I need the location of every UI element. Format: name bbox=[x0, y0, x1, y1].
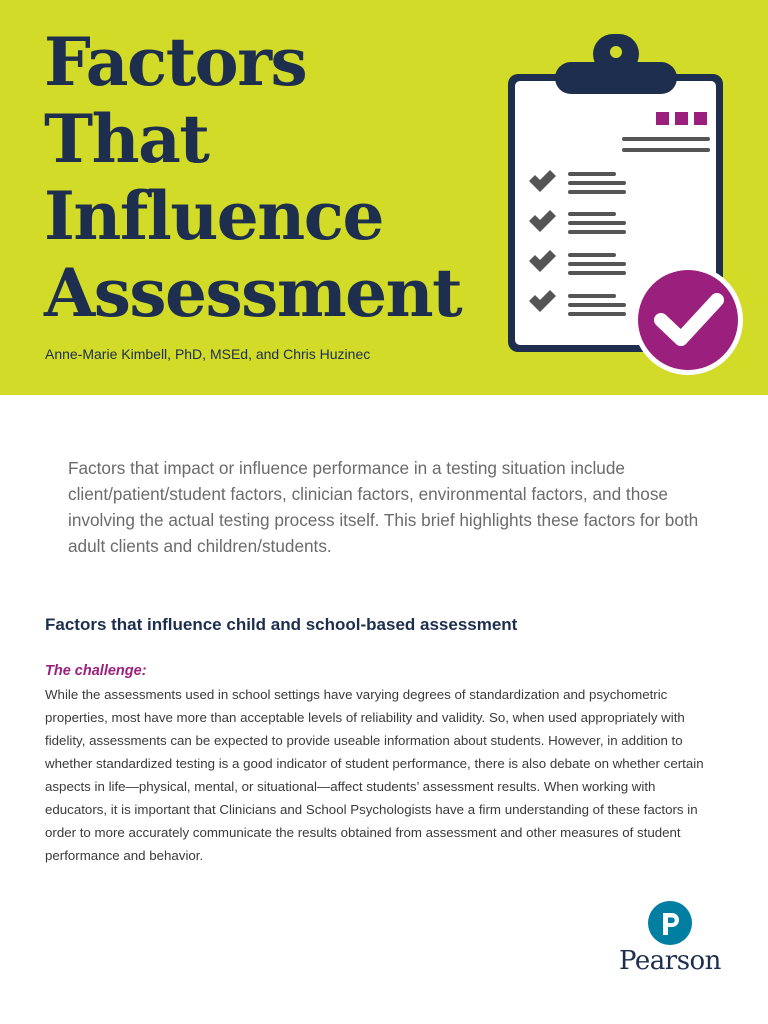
intro-paragraph: Factors that impact or influence performance in a testing situation include client/patient/student factors, clinician factors, environmental factors, and those involving the actual testing process itself. This brief highlights these factors for both adult clients and children/students. bbox=[68, 458, 699, 556]
title-line-3: Influence bbox=[44, 177, 383, 255]
section-heading: Factors that influence child and school-based assessment bbox=[45, 615, 518, 634]
challenge-body-text: While the assessments used in school settings have varying degrees of standardization and psychometric properties, most have more than acceptable levels of reliability and validity. So, when used appropriately with fidelity, assessments can be expected to provide useable information about students. However, in addition to whether standardized testing is a good indicator of student performance, there is also debate on whether certain aspects in life—physical, mental, or situational—affect students’ assessment results. When working with educators, it is important that Clinicians and School Psychologists have a firm understanding of these factors in order to more accurately communicate the results obtained from assessment and other measures of student performance and behavior. bbox=[45, 687, 704, 863]
clipboard-checklist-icon bbox=[500, 28, 750, 380]
authors-byline: Anne-Marie Kimbell, PhD, MSEd, and Chris Huzinec bbox=[45, 346, 371, 362]
title-line-4: Assessment bbox=[44, 254, 462, 332]
page-title bbox=[44, 24, 461, 332]
hero-banner bbox=[0, 0, 768, 395]
pearson-wordmark: Pearson bbox=[619, 946, 721, 976]
pearson-p-icon bbox=[647, 900, 693, 946]
title-line-1: Factors bbox=[44, 23, 307, 101]
challenge-label: The challenge: bbox=[45, 663, 147, 679]
pearson-logo bbox=[612, 896, 728, 986]
title-line-2: That bbox=[44, 100, 209, 178]
